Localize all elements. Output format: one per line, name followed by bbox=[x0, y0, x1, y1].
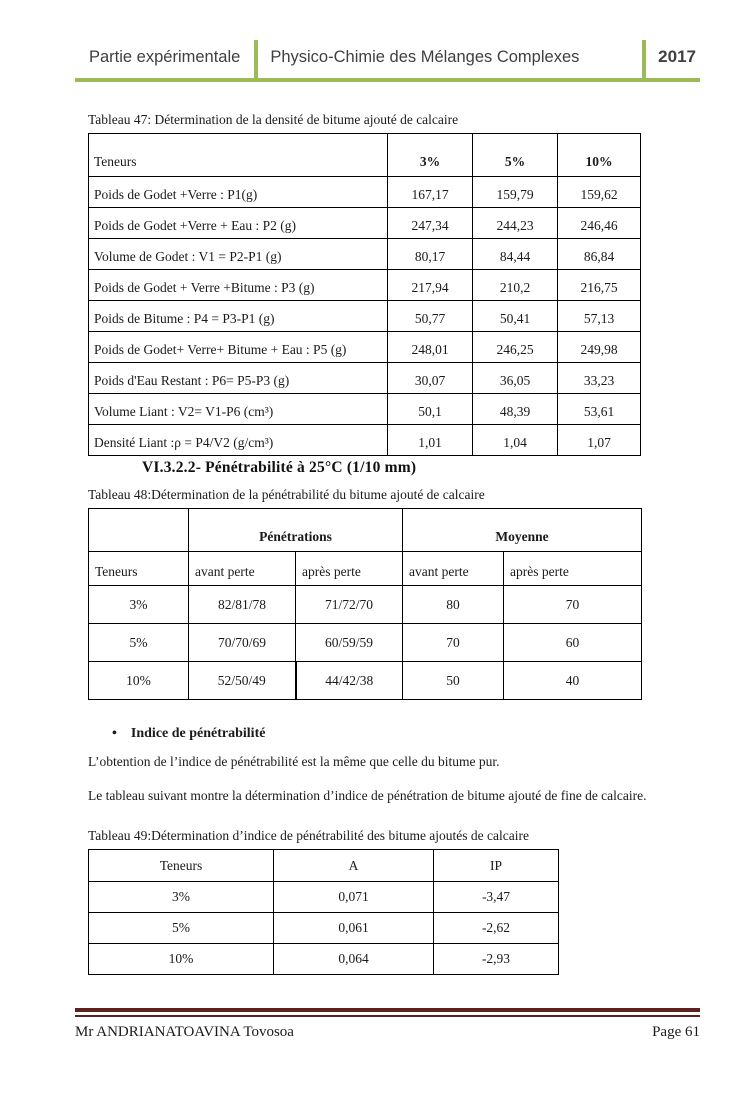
table-cell: 50,77 bbox=[388, 301, 473, 332]
page-header bbox=[75, 40, 700, 82]
table-row bbox=[89, 270, 641, 301]
bullet-item bbox=[112, 726, 745, 742]
table-cell: Poids de Godet+ Verre+ Bitume + Eau : P5 (g) bbox=[89, 332, 388, 363]
table-cell: 1,04 bbox=[473, 425, 558, 456]
table-header-cell: après perte bbox=[504, 552, 642, 586]
table-cell: 217,94 bbox=[388, 270, 473, 301]
table-cell: Poids de Godet + Verre +Bitume : P3 (g) bbox=[89, 270, 388, 301]
table-row bbox=[89, 177, 641, 208]
bullet-label: Indice de pénétrabilité bbox=[130, 726, 266, 741]
table-cell: 53,61 bbox=[558, 394, 641, 425]
table49-caption: Tableau 49:Détermination d’indice de pénétrabilité des bitume ajoutés de calcaire bbox=[88, 828, 529, 843]
table-cell: Volume de Godet : V1 = P2-P1 (g) bbox=[89, 239, 388, 270]
table-row bbox=[89, 332, 641, 363]
table47-caption: Tableau 47: Détermination de la densité de bitume ajouté de calcaire bbox=[88, 112, 459, 127]
footer-rule bbox=[75, 1008, 700, 1012]
table-cell: 5% bbox=[89, 624, 189, 662]
table-header-cell: A bbox=[274, 850, 434, 882]
table-cell: 0,061 bbox=[274, 913, 434, 944]
table-cell: 80 bbox=[403, 586, 504, 624]
table-cell: 50 bbox=[403, 662, 504, 700]
table-row bbox=[89, 394, 641, 425]
table-cell: 210,2 bbox=[473, 270, 558, 301]
table-cell: 57,13 bbox=[558, 301, 641, 332]
table-cell: 244,23 bbox=[473, 208, 558, 239]
table-cell: 3% bbox=[89, 586, 189, 624]
table-cell: 0,064 bbox=[274, 944, 434, 975]
table-group-header-row bbox=[89, 509, 642, 552]
table-cell: 5% bbox=[89, 913, 274, 944]
page-footer bbox=[75, 1008, 700, 1041]
table-header-cell: après perte bbox=[296, 552, 403, 586]
table-cell: 44/42/38 bbox=[296, 662, 403, 700]
table-cell: 86,84 bbox=[558, 239, 641, 270]
paragraph: Le tableau suivant montre la détermination d’indice de pénétration de bitume ajouté de fine de calcaire. bbox=[88, 788, 647, 803]
table-cell: 84,44 bbox=[473, 239, 558, 270]
table-row bbox=[89, 944, 559, 975]
table-cell: 3% bbox=[89, 882, 274, 913]
table-cell: 1,07 bbox=[558, 425, 641, 456]
header-document-title: Physico-Chimie des Mélanges Complexes bbox=[270, 47, 580, 66]
table-cell: 33,23 bbox=[558, 363, 641, 394]
table-header-cell bbox=[89, 509, 189, 552]
table-cell: 82/81/78 bbox=[189, 586, 296, 624]
paragraph: L’obtention de l’indice de pénétrabilité est la même que celle du bitume pur. bbox=[88, 754, 500, 769]
table-cell: 216,75 bbox=[558, 270, 641, 301]
table-cell: -3,47 bbox=[434, 882, 559, 913]
table-cell: 159,62 bbox=[558, 177, 641, 208]
table-cell: 159,79 bbox=[473, 177, 558, 208]
footer-author: Mr ANDRIANATOAVINA Tovosoa bbox=[75, 1024, 294, 1040]
table-cell: 71/72/70 bbox=[296, 586, 403, 624]
table-cell: Poids de Bitume : P4 = P3-P1 (g) bbox=[89, 301, 388, 332]
table-header-cell: Teneurs bbox=[89, 134, 388, 177]
footer-rule bbox=[75, 1015, 700, 1017]
table-header-cell: 10% bbox=[558, 134, 641, 177]
table-cell: 247,34 bbox=[388, 208, 473, 239]
table-header-cell: IP bbox=[434, 850, 559, 882]
table-cell: 0,071 bbox=[274, 882, 434, 913]
table-cell: 248,01 bbox=[388, 332, 473, 363]
table-cell: 70/70/69 bbox=[189, 624, 296, 662]
table-cell: 50,1 bbox=[388, 394, 473, 425]
table-cell: 60/59/59 bbox=[296, 624, 403, 662]
table-header-row bbox=[89, 134, 641, 177]
table-cell: Volume Liant : V2= V1-P6 (cm³) bbox=[89, 394, 388, 425]
table-cell: 52/50/49 bbox=[189, 662, 296, 700]
table-header-cell: Teneurs bbox=[89, 850, 274, 882]
table-row bbox=[89, 586, 642, 624]
table-row bbox=[89, 239, 641, 270]
table-cell: 70 bbox=[504, 586, 642, 624]
table-cell: 48,39 bbox=[473, 394, 558, 425]
table-cell: -2,62 bbox=[434, 913, 559, 944]
table-row bbox=[89, 301, 641, 332]
table-header-cell: avant perte bbox=[403, 552, 504, 586]
table-row bbox=[89, 662, 642, 700]
table-cell: 246,46 bbox=[558, 208, 641, 239]
table-cell: Poids de Godet +Verre : P1(g) bbox=[89, 177, 388, 208]
table-cell: 10% bbox=[89, 662, 189, 700]
table-subheader-row bbox=[89, 552, 642, 586]
header-year: 2017 bbox=[658, 47, 696, 66]
table-cell: 10% bbox=[89, 944, 274, 975]
table-cell: 50,41 bbox=[473, 301, 558, 332]
table-row bbox=[89, 208, 641, 239]
table-header-cell: Moyenne bbox=[403, 509, 642, 552]
table-header-cell: Pénétrations bbox=[189, 509, 403, 552]
table-header-cell: 3% bbox=[388, 134, 473, 177]
table-cell: Poids de Godet +Verre + Eau : P2 (g) bbox=[89, 208, 388, 239]
section-heading: VI.3.2.2- Pénétrabilité à 25°C (1/10 mm) bbox=[142, 459, 417, 476]
table-row bbox=[89, 913, 559, 944]
table-cell: -2,93 bbox=[434, 944, 559, 975]
table-cell: Densité Liant :ρ = P4/V2 (g/cm³) bbox=[89, 425, 388, 456]
footer-page-number: Page 61 bbox=[652, 1024, 700, 1040]
table48-caption: Tableau 48:Détermination de la pénétrabilité du bitume ajouté de calcaire bbox=[88, 487, 485, 502]
table-header-cell: Teneurs bbox=[89, 552, 189, 586]
table-cell: Poids d'Eau Restant : P6= P5-P3 (g) bbox=[89, 363, 388, 394]
penetrability-index-table bbox=[88, 849, 559, 975]
table-cell: 249,98 bbox=[558, 332, 641, 363]
table-cell: 30,07 bbox=[388, 363, 473, 394]
table-cell: 70 bbox=[403, 624, 504, 662]
table-cell: 36,05 bbox=[473, 363, 558, 394]
table-cell: 1,01 bbox=[388, 425, 473, 456]
penetrability-table bbox=[88, 508, 642, 700]
table-cell: 246,25 bbox=[473, 332, 558, 363]
density-table bbox=[88, 133, 641, 456]
table-header-row bbox=[89, 850, 559, 882]
table-header-cell: 5% bbox=[473, 134, 558, 177]
table-cell: 167,17 bbox=[388, 177, 473, 208]
table-header-cell: avant perte bbox=[189, 552, 296, 586]
document-page bbox=[0, 40, 745, 1093]
table-row bbox=[89, 882, 559, 913]
table-cell: 40 bbox=[504, 662, 642, 700]
table-row bbox=[89, 624, 642, 662]
table-row bbox=[89, 425, 641, 456]
table-cell: 80,17 bbox=[388, 239, 473, 270]
table-cell: 60 bbox=[504, 624, 642, 662]
header-section-title: Partie expérimentale bbox=[89, 47, 241, 66]
table-row bbox=[89, 363, 641, 394]
